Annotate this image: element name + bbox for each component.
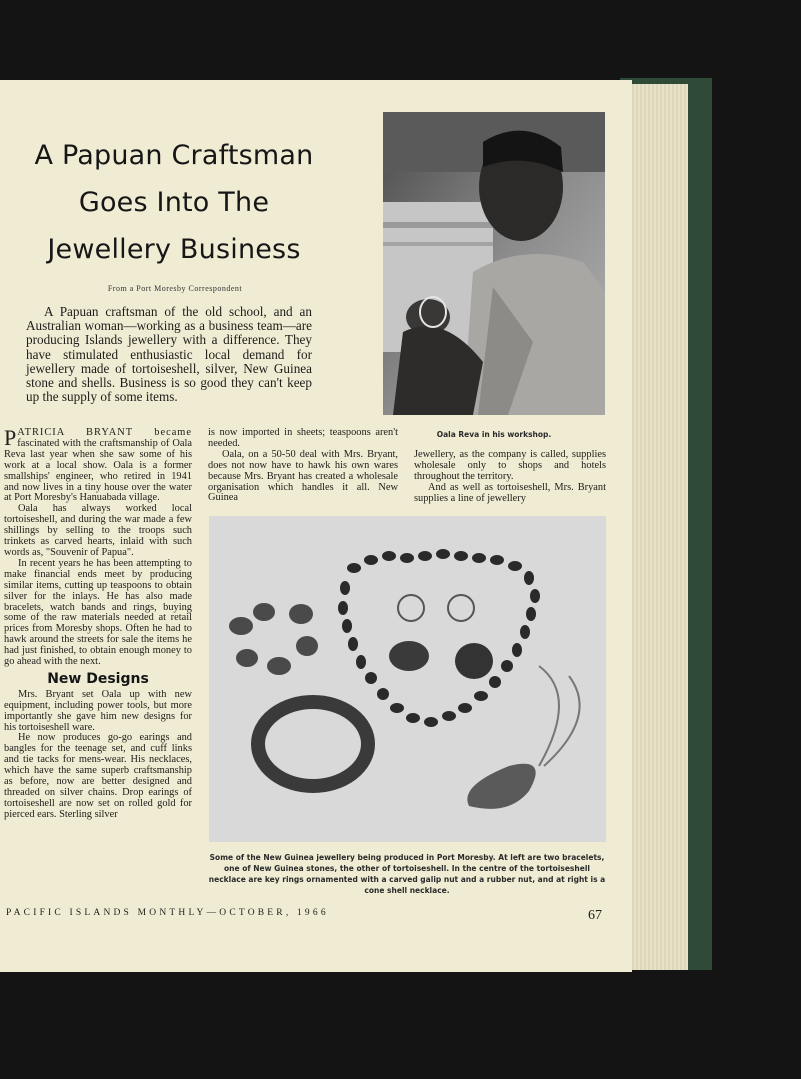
col1-p1-text: fascinated with the craftsmanship of Oala Reva last year when she saw some of his work at a local show. Oala is a former smallships' engineer, who retired in 1941 and now lives in a tiny house over the water at Port Moresby's Hanuabada village.	[4, 437, 192, 504]
col3-paragraph-1: Jewellery, as the company is called, supplies wholesale only to shops and hotels throughout the territory.	[414, 449, 606, 482]
photo-caption-jewellery: Some of the New Guinea jewellery being produced in Port Moresby. At left are two bracelets, one of New Guinea stones, the other of tortoiseshell. In the centre of the tortoiseshell necklace are key rings ornamented with a carved galip nut and a rubber nut, and at right is a cone shell necklace.	[208, 853, 606, 895]
drop-cap: P	[4, 425, 17, 450]
photo-caption-workshop: Oala Reva in his workshop.	[436, 430, 552, 439]
article-column-3	[414, 450, 606, 505]
col2-paragraph-1: is now imported in sheets; teaspoons aren't needed.	[208, 427, 398, 449]
magazine-page	[0, 80, 632, 972]
jewellery-photo	[209, 516, 606, 842]
col1-paragraph-1	[4, 425, 192, 504]
intro-paragraph: A Papuan craftsman of the old school, and an Australian woman—working as a business team—are producing Islands jewellery with a difference. They have stimulated enthusiastic local demand for jewellery made of tortoiseshell, silver, New Guinea stone and shells. Business is so good they can't keep up the supply of some items.	[26, 304, 312, 405]
article-column-1	[4, 425, 192, 821]
col1-paragraph-3: In recent years he has been attempting to make financial ends meet by producing similar items, cutting up teaspoons to obtain silver for the inlays. He has also made bracelets, watch bands and rings, buying some of the raw materials needed at retail prices from Moresby shops. Often he had to hawk around the streets for sale the items he had just finished, to obtain enough money to go ahead with the next.	[4, 557, 192, 668]
col1-paragraph-4: Mrs. Bryant set Oala up with new equipment, including power tools, but more importantly she gave him new designs for his tortoiseshell ware.	[4, 688, 192, 733]
running-footer: PACIFIC ISLANDS MONTHLY—OCTOBER, 1966	[6, 908, 329, 918]
article-column-2	[208, 428, 398, 504]
title-line-2: Goes Into The	[78, 187, 270, 218]
craftsman-photo	[383, 112, 605, 415]
col1-paragraph-2: Oala has always worked local tortoiseshell, and during the war made a few shillings by selling to the troops such trinkets as carved hearts, inlaid with such words as, "Souvenir of Papua".	[4, 503, 192, 558]
col2-paragraph-2: Oala, on a 50-50 deal with Mrs. Bryant, does not now have to hawk his own wares because Mrs. Bryant has created a wholesale organisation which handles it all. New Guinea	[208, 448, 398, 504]
col1-paragraph-5: He now produces go-go earings and bangles for the teenage set, and cuff links and tie tacks for mens-wear. His necklaces, which have the same superb craftsmanship as before, now are better designed and threaded on silver chains. Drop earings of tortoiseshell are now set on rolled gold for pierced ears. Sterling silver	[4, 732, 192, 820]
title-line-3: Jewellery Business	[47, 234, 301, 265]
col1-lead-caps: ATRICIA BRYANT became	[17, 427, 192, 438]
title-line-1: A Papuan Craftsman	[34, 140, 314, 171]
col3-paragraph-2: And as well as tortoiseshell, Mrs. Bryant supplies a line of jewellery	[414, 481, 606, 504]
article-title	[14, 132, 334, 273]
byline: From a Port Moresby Correspondent	[107, 284, 243, 293]
page-number: 67	[588, 908, 602, 923]
subhead-new-designs: New Designs	[47, 670, 149, 687]
